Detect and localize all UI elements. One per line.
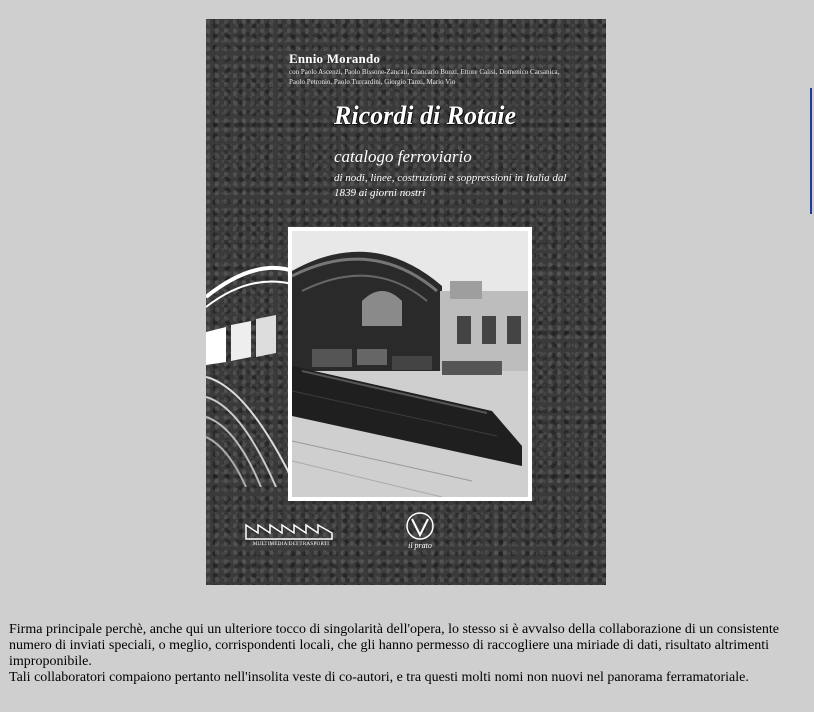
cover-subtitle: catalogo ferroviario (334, 147, 472, 166)
station-photograph (288, 227, 532, 501)
publisher-logo-icon (403, 511, 437, 541)
caption-text (9, 622, 805, 686)
series-logo-label: MULTIMEDIA DEI TRASPORTI (252, 542, 330, 547)
station-arch-illustration (206, 237, 296, 487)
cover-coauthors: con Paolo Ascenzi, Paolo Bissone-Zancati, Giancarlo Bonzi, Ettore Calisi, Domenico Carsanica, Paolo Petronio, Paolo Turcardini, Giorgio Tanzi, Mario Vio (289, 68, 560, 86)
publisher-name: il prato (408, 541, 432, 550)
caption-paragraph-1: Firma principale perchè, anche qui un ulteriore tocco di singolarità dell'opera, lo stesso si è avvalso della collaborazione di un consistente numero di inviati speciali, o meglio, corrispondenti locali, che gli hanno permesso di raccogliere una miriade di dati, risultato altrimenti improponibile. (9, 622, 779, 669)
cover-description: di nodi, linee, costruzioni e soppressioni in Italia dal 1839 ai giorni nostri (334, 172, 567, 199)
cover-title: Ricordi di Rotaie (334, 101, 516, 130)
series-logo-icon (244, 519, 338, 543)
caption-paragraph-2: Tali collaboratori compaiono pertanto nell'insolita veste di co-autori, e tra questi molti nomi non nuovi nel panorama ferramatoriale. (9, 670, 749, 685)
window-edge-divider (810, 88, 812, 214)
cover-author: Ennio Morando (289, 51, 381, 66)
book-cover-image (206, 19, 606, 585)
